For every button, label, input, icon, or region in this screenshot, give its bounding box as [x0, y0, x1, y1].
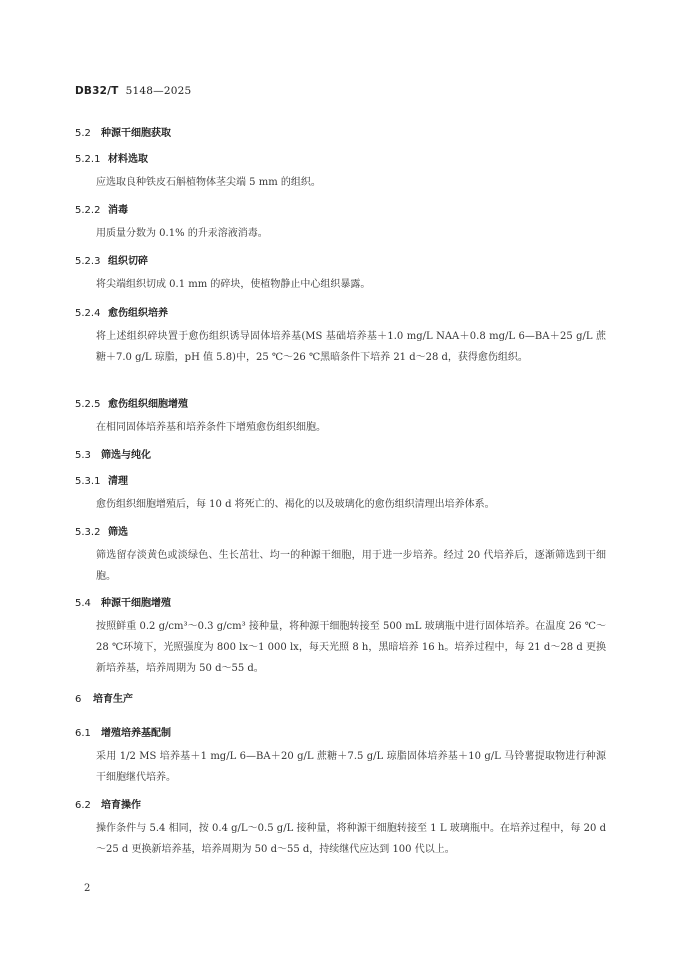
paragraph-text: 应选取良种铁皮石斛植物体茎尖端 5 mm 的组织。 — [96, 177, 321, 188]
heading-number: 5.2.4 — [75, 308, 101, 319]
heading-number: 5.2.3 — [75, 256, 101, 267]
paragraph-5-4 — [75, 616, 606, 679]
page-number: 2 — [84, 883, 91, 894]
paragraph-5-2-5 — [75, 417, 606, 438]
heading-number: 5.4 — [75, 598, 91, 609]
paragraph-5-2-2 — [75, 223, 606, 244]
heading-5-3-1 — [75, 472, 128, 487]
paragraph-6-2 — [75, 818, 606, 860]
heading-title: 培育操作 — [101, 800, 141, 811]
heading-5-4 — [75, 594, 171, 609]
heading-title: 组织切碎 — [108, 256, 148, 267]
heading-6 — [75, 690, 133, 705]
paragraph-6-1 — [75, 746, 606, 788]
heading-title: 增殖培养基配制 — [101, 728, 171, 739]
heading-number: 5.2 — [75, 128, 91, 139]
paragraph-text: 筛选留存淡黄色或淡绿色、生长茁壮、均一的种源干细胞，用于进一步培养。经过 20 代培养后，逐渐筛选到干细胞。 — [96, 550, 606, 582]
paragraph-5-2-4 — [75, 326, 606, 368]
heading-title: 愈伤组织培养 — [108, 308, 168, 319]
heading-5-2-1 — [75, 150, 148, 165]
paragraph-text: 按照鲜重 0.2 g/cm³～0.3 g/cm³ 接种量，将种源干细胞转接至 500 mL 玻璃瓶中进行固体培养。在温度 26 ℃～28 ℃环境下，光照强度为 800 lx～1 000 lx，每天光照 8 h，黑暗培养 16 h。培养过程中，每 21 d～28 d 更换新培养基，培养周期为 50 d～55 d。 — [96, 621, 606, 674]
heading-number: 5.2.1 — [75, 154, 101, 165]
document-code — [75, 85, 191, 97]
document-code-prefix: DB32/T — [75, 85, 119, 97]
paragraph-5-2-1 — [75, 172, 606, 193]
heading-number: 5.3.1 — [75, 476, 101, 487]
heading-number: 5.2.2 — [75, 205, 101, 216]
heading-number: 5.3 — [75, 450, 91, 461]
paragraph-text: 操作条件与 5.4 相同，按 0.4 g/L～0.5 g/L 接种量，将种源干细胞转接至 1 L 玻璃瓶中。在培养过程中，每 20 d～25 d 更换新培养基，培养周期为 50 d～55 d，持续继代应达到 100 代以上。 — [96, 823, 606, 855]
heading-title: 筛选与纯化 — [101, 450, 151, 461]
heading-number: 5.2.5 — [75, 399, 101, 410]
paragraph-text: 将上述组织碎块置于愈伤组织诱导固体培养基(MS 基础培养基＋1.0 mg/L NAA＋0.8 mg/L 6—BA＋25 g/L 蔗糖＋7.0 g/L 琼脂，pH 值 5.8)中，25 ℃～26 ℃黑暗条件下培养 21 d～28 d，获得愈伤组织。 — [96, 331, 606, 363]
heading-number: 6.1 — [75, 728, 91, 739]
heading-5-2-2 — [75, 201, 128, 216]
heading-6-2 — [75, 796, 141, 811]
heading-title: 愈伤组织细胞增殖 — [108, 399, 188, 410]
heading-title: 种源干细胞获取 — [101, 128, 171, 139]
paragraph-text: 愈伤组织细胞增殖后，每 10 d 将死亡的、褐化的以及玻璃化的愈伤组织清理出培养体系。 — [96, 499, 495, 510]
heading-title: 消毒 — [108, 205, 128, 216]
paragraph-text: 将尖端组织切成 0.1 mm 的碎块，使植物静止中心组织暴露。 — [96, 279, 371, 290]
heading-title: 筛选 — [108, 527, 128, 538]
paragraph-5-2-3 — [75, 274, 606, 295]
heading-title: 培育生产 — [93, 694, 133, 705]
heading-number: 6 — [75, 694, 82, 705]
heading-number: 5.3.2 — [75, 527, 101, 538]
heading-5-2-4 — [75, 304, 168, 319]
heading-5-3-2 — [75, 523, 128, 538]
heading-5-2-5 — [75, 395, 188, 410]
paragraph-text: 采用 1/2 MS 培养基＋1 mg/L 6—BA＋20 g/L 蔗糖＋7.5 g/L 琼脂固体培养基＋10 g/L 马铃薯提取物进行种源干细胞继代培养。 — [96, 751, 606, 783]
document-code-number: 5148—2025 — [125, 85, 192, 97]
heading-title: 材料选取 — [108, 154, 148, 165]
paragraph-text: 用质量分数为 0.1% 的升汞溶液消毒。 — [96, 228, 268, 239]
heading-title: 清理 — [108, 476, 128, 487]
heading-5-3 — [75, 446, 151, 461]
paragraph-5-3-2 — [75, 545, 606, 587]
heading-6-1 — [75, 724, 171, 739]
heading-number: 6.2 — [75, 800, 91, 811]
heading-5-2 — [75, 124, 171, 139]
paragraph-text: 在相同固体培养基和培养条件下增殖愈伤组织细胞。 — [96, 422, 326, 433]
paragraph-5-3-1 — [75, 494, 606, 515]
heading-5-2-3 — [75, 252, 148, 267]
heading-title: 种源干细胞增殖 — [101, 598, 171, 609]
